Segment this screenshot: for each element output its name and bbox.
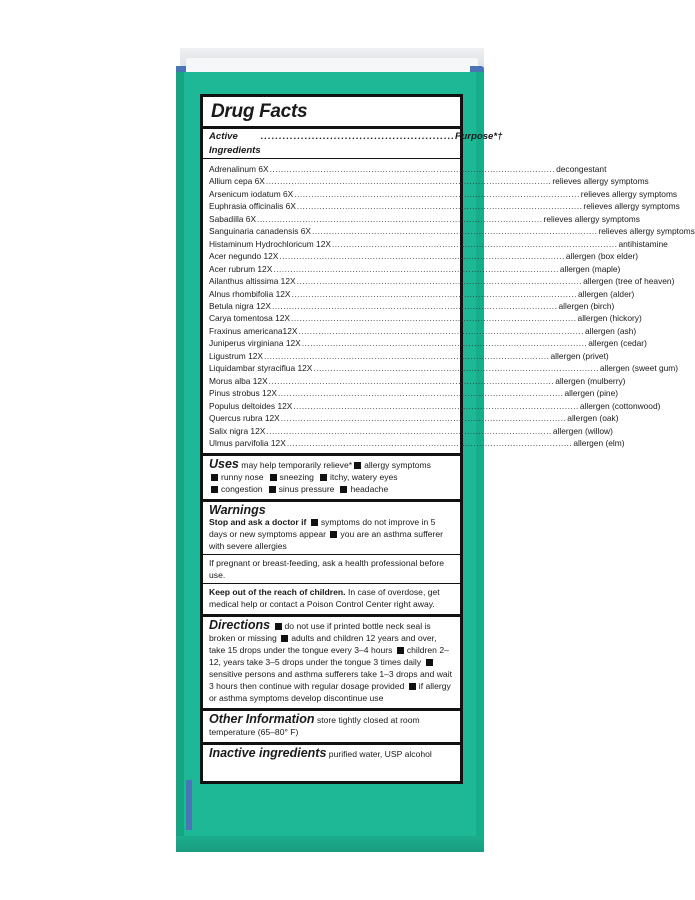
- uses-item: allergy symptoms: [364, 460, 431, 471]
- ingredient-name: Carya tomentosa 12X: [209, 313, 291, 324]
- direction-item: if allergy or asthma symptoms develop discontinue use: [209, 681, 451, 704]
- inactive-ingredients-text: purified water, USP alcohol: [328, 749, 432, 760]
- bullet-icon: [311, 519, 318, 526]
- ingredient-row: [209, 400, 661, 412]
- purpose-label: Purpose*†: [454, 131, 503, 142]
- uses-title: Uses: [209, 457, 239, 472]
- warning-item: symptoms do not improve in 5 days or new symptoms appear: [209, 517, 436, 540]
- active-ingredients-header: Active Ingredients ..................................................... Purpose*†: [209, 131, 503, 156]
- ingredient-name: Allium cepa 6X: [209, 176, 265, 187]
- warnings-section: [209, 502, 455, 554]
- uses-intro: may help temporarily relieve*: [241, 460, 353, 471]
- ingredient-purpose: relieves allergy symptoms: [580, 188, 678, 199]
- uses-item: runny nose: [221, 472, 264, 483]
- ingredient-purpose: relieves allergy symptoms: [552, 176, 649, 187]
- bullet-icon: [269, 486, 276, 493]
- ingredient-name: Acer negundo 12X: [209, 251, 279, 262]
- other-information-text: store tightly closed at room temperature (65–80° F): [209, 715, 420, 738]
- ingredient-name: Histaminum Hydrochloricum 12X: [209, 238, 331, 249]
- ingredient-row: [209, 250, 639, 262]
- ingredient-purpose: allergen (maple): [559, 263, 621, 274]
- ingredient-purpose: relieves allergy symptoms: [583, 201, 680, 212]
- ingredient-purpose: decongestant: [556, 164, 607, 174]
- directions-section: [209, 617, 455, 706]
- ingredient-name: Ailanthus altissima 12X: [209, 276, 296, 287]
- ingredient-name: Pinus strobus 12X: [209, 388, 277, 399]
- ingredient-name: Betula nigra 12X: [209, 300, 271, 311]
- bullet-icon: [211, 474, 218, 481]
- uses-section: [209, 456, 455, 497]
- warnings-title: Warnings: [209, 503, 266, 518]
- ingredient-list: [209, 159, 695, 451]
- ingredient-purpose: allergen (mulberry): [555, 375, 626, 386]
- ingredient-row: [209, 312, 642, 324]
- ingredient-purpose: allergen (cottonwood): [579, 400, 661, 411]
- ingredient-purpose: allergen (elm): [573, 437, 625, 448]
- other-information-section: [209, 711, 455, 740]
- ingredient-row: [209, 337, 647, 349]
- bullet-icon: [426, 659, 433, 666]
- ingredient-row: [209, 175, 649, 187]
- inactive-ingredients-section: [209, 745, 455, 762]
- ingredient-name: Salix nigra 12X: [209, 425, 266, 436]
- uses-item: headache: [350, 484, 389, 495]
- ingredient-name: Ulmus parvifolia 12X: [209, 437, 286, 448]
- directions-title: Directions: [209, 618, 271, 633]
- ingredient-name: Acer rubrum 12X: [209, 263, 273, 274]
- ingredient-purpose: allergen (sweet gum): [599, 363, 679, 374]
- active-ingredients-label: Active Ingredients: [209, 131, 261, 156]
- ingredient-name: Juniperus virginiana 12X: [209, 338, 301, 349]
- ingredient-name: Quercus rubra 12X: [209, 413, 280, 424]
- bullet-icon: [270, 474, 277, 481]
- ingredient-name: Liquidambar styraciflua 12X: [209, 363, 313, 374]
- ingredient-row: [209, 275, 675, 287]
- ingredient-purpose: allergen (privet): [550, 350, 609, 361]
- pregnancy-warning: If pregnant or breast-feeding, ask a health professional before use.: [209, 558, 445, 581]
- ingredient-purpose: allergen (pine): [564, 388, 619, 399]
- ingredient-purpose: relieves allergy symptoms: [543, 213, 640, 224]
- uses-item: itchy, watery eyes: [329, 472, 398, 483]
- ingredient-row: [209, 163, 607, 175]
- drug-facts-panel: [200, 94, 695, 784]
- ingredient-purpose: allergen (alder): [577, 288, 635, 299]
- uses-item: congestion: [221, 484, 263, 495]
- ingredient-purpose: allergen (willow): [552, 425, 613, 436]
- ingredient-row: [209, 362, 679, 374]
- drug-facts-title: Drug Facts: [211, 101, 308, 122]
- bullet-icon: [275, 623, 282, 630]
- ingredient-purpose: allergen (ash): [584, 325, 637, 336]
- uses-item: sinus pressure: [278, 484, 335, 495]
- ingredient-name: Arsenicum iodatum 6X: [209, 188, 294, 199]
- ingredient-name: Sanguinaria canadensis 6X: [209, 226, 311, 237]
- bullet-icon: [281, 635, 288, 642]
- carton-top-edge: [186, 58, 478, 73]
- uses-item: sneezing: [279, 472, 314, 483]
- ingredient-purpose: allergen (box elder): [565, 251, 639, 262]
- carton-shade-left: [176, 72, 184, 852]
- ingredient-row: [209, 200, 680, 212]
- warning-item: you are an asthma sufferer with severe allergies: [209, 529, 443, 552]
- bullet-icon: [354, 462, 361, 469]
- direction-item: children 2–12, years take 3–5 drops under the tongue 3 times daily: [209, 645, 449, 668]
- ingredient-name: Fraxinus americana12X: [209, 325, 298, 336]
- bullet-icon: [211, 486, 218, 493]
- bullet-icon: [397, 647, 404, 654]
- ingredient-purpose: allergen (hickory): [577, 313, 642, 324]
- inactive-ingredients-title: Inactive ingredients: [209, 746, 327, 761]
- bullet-icon: [320, 474, 327, 481]
- ingredient-row: [209, 375, 626, 387]
- direction-item: adults and children 12 years and over, take 15 drops under the tongue every 3–4 hours: [209, 633, 437, 656]
- ingredient-purpose: allergen (oak): [567, 413, 619, 424]
- ingredient-name: Euphrasia officinalis 6X: [209, 201, 296, 212]
- ingredient-purpose: allergen (cedar): [588, 338, 647, 349]
- ingredient-row: [209, 288, 635, 300]
- ingredient-name: Adrenalinum 6X: [209, 164, 269, 174]
- carton-bottom: [176, 836, 484, 852]
- ingredient-row: [209, 300, 615, 312]
- ingredient-name: Morus alba 12X: [209, 375, 268, 386]
- keep-out-label: Keep out of the reach of children.: [209, 587, 346, 598]
- ingredient-row: [209, 225, 695, 237]
- keep-out-warning: [209, 584, 455, 612]
- ingredient-row: [209, 350, 609, 362]
- ingredient-purpose: allergen (tree of heaven): [583, 276, 675, 287]
- ingredient-name: Sabadilla 6X: [209, 213, 257, 224]
- ingredient-name: Alnus rhombifolia 12X: [209, 288, 291, 299]
- bullet-icon: [330, 531, 337, 538]
- ingredient-purpose: antihistamine: [618, 238, 668, 249]
- ingredient-row: [209, 387, 619, 399]
- direction-item: sensitive persons and asthma sufferers take 1–3 drops and wait 3 hours then continue with regular dosage provided: [209, 669, 452, 692]
- ingredient-row: [209, 325, 637, 337]
- ingredient-name: Ligustrum 12X: [209, 350, 263, 361]
- ingredient-row: [209, 188, 678, 200]
- stop-ask-label: Stop and ask a doctor if: [209, 517, 307, 528]
- ingredient-row: [209, 238, 668, 250]
- bullet-icon: [340, 486, 347, 493]
- ingredient-row: [209, 213, 640, 225]
- bullet-icon: [409, 683, 416, 690]
- other-information-title: Other Information: [209, 712, 315, 727]
- carton-blue-accent-bottom: [186, 780, 192, 830]
- ingredient-row: [209, 412, 619, 424]
- ingredient-row: [209, 437, 625, 449]
- ingredient-row: [209, 263, 621, 275]
- ingredient-name: Populus deltoides 12X: [209, 400, 293, 411]
- ingredient-purpose: relieves allergy symptoms: [598, 226, 695, 237]
- keep-out-text: In case of overdose, get medical help or contact a Poison Control Center right away.: [209, 587, 440, 610]
- ingredient-row: [209, 425, 613, 437]
- ingredient-purpose: allergen (birch): [558, 300, 615, 311]
- direction-item: do not use if printed bottle neck seal is broken or missing: [209, 621, 431, 644]
